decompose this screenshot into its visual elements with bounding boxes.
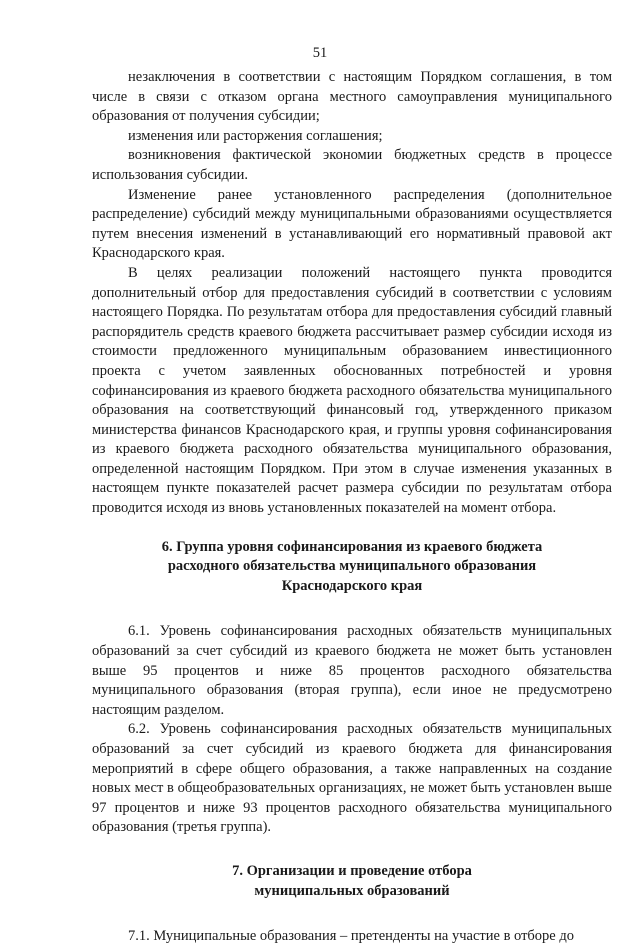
section-7-heading	[92, 862, 612, 901]
paragraph: В целях реализации положений настоящего пункта проводится дополнительный отбор для предоставления субсидий в соответствии с условиям настоящего Порядка. По результатам отбора для предоставления субсидий главный распорядитель средств краевого бюджета рассчитывает размер субсидии исходя из стоимости предложенного муниципальным образованием инвестиционного проекта с учетом заявленных обоснованных потребностей и уровня софинансирования из краевого бюджета расходного обязательства муниципального образования на соответствующий финансовый год, утвержденного приказом министерства финансов Краснодарского края, и группы уровня софинансирования из краевого бюджета расходного обязательства муниципального образования, определенной настоящим Порядком. При этом в случае изменения указанных в настоящем пункте показателей расчет размера субсидии по результатам отбора проводится исходя из вновь установленных показателей на момент отбора.	[92, 264, 612, 517]
section-6-heading-line: Краснодарского края	[281, 577, 423, 594]
section-6-heading	[92, 538, 612, 597]
section-7-heading-line: муниципальных образований	[254, 882, 450, 899]
paragraph: возникновения фактической экономии бюджетных средств в процессе использования субсидии.	[92, 147, 612, 183]
section-6-heading-line: 6. Группа уровня софинансирования из краевого бюджета	[161, 538, 543, 555]
section-6-heading-line: расходного обязательства муниципального образования	[167, 558, 537, 575]
section-7-heading-line: 7. Организации и проведение отбора	[232, 862, 472, 879]
paragraph: изменения или расторжения соглашения;	[128, 127, 383, 144]
document-body	[92, 68, 612, 947]
paragraph: Изменение ранее установленного распределения (дополнительное распределение) субсидий между муниципальными образованиями осуществляется путем внесения изменений в устанавливающий его нормативный правовой акт Краснодарского края.	[92, 186, 612, 262]
page-number: 51	[312, 45, 328, 61]
paragraph-6-1: 6.1. Уровень софинансирования расходных обязательств муниципальных образований за счет субсидий из краевого бюджета не может быть установлен выше 95 процентов и ниже 85 процентов расходного обязательства муниципального образования (вторая группа), если иное не предусмотрено настоящим разделом.	[92, 623, 612, 718]
paragraph-6-2: 6.2. Уровень софинансирования расходных обязательств муниципальных образований за счет субсидий из краевого бюджета для финансирования мероприятий в сфере общего образования, а также направленных на создание новых мест в общеобразовательных организациях, не может быть установлен выше 97 процентов и ниже 93 процентов расходного обязательства муниципального образования (третья группа).	[92, 721, 612, 836]
paragraph-7-1: 7.1. Муниципальные образования – претенденты на участие в отборе до	[128, 928, 574, 945]
paragraph: незаключения в соответствии с настоящим Порядком соглашения, в том числе в связи с отказом органа местного самоуправления муниципального образования от получения субсидии;	[92, 69, 612, 125]
